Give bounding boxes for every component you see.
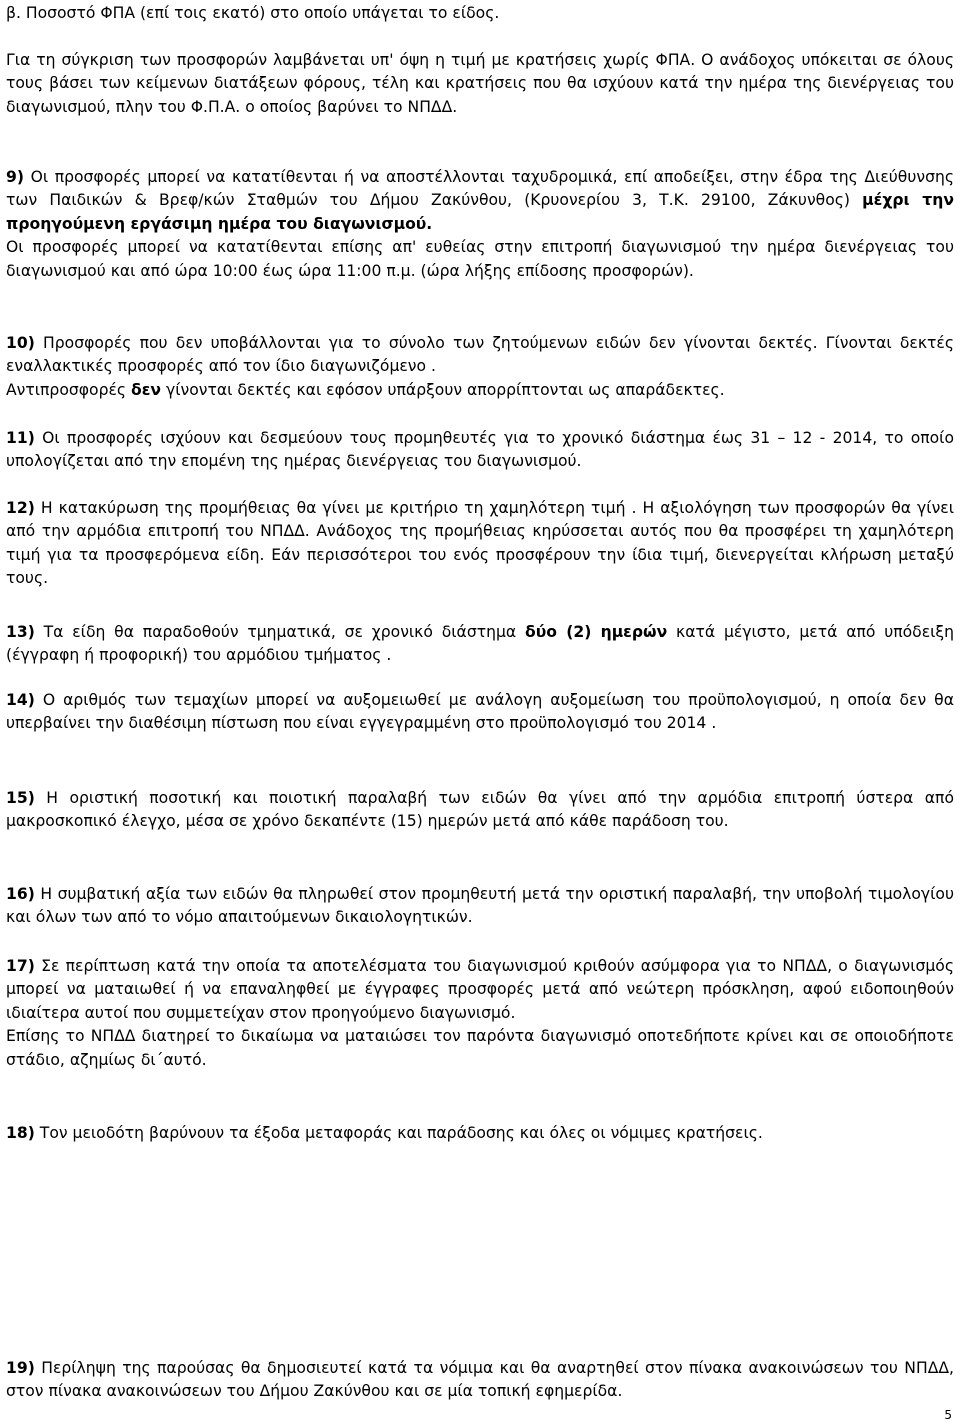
section-9-text-2: Οι προσφορές μπορεί να κατατίθενται επίσης απ' ευθείας στην επιτροπή διαγωνισμού την ημέρα διενέργειας του διαγωνισμού και από ώρα 10:00 έως ώρα 11:00 π.μ. (ώρα λήξης επίδοσης προσφορών).	[6, 238, 954, 280]
section-10	[6, 332, 954, 402]
section-9-text: Οι προσφορές μπορεί να κατατίθενται ή να αποστέλλονται ταχυδρομικά, επί αποδείξει, στην έδρα της Διεύθυνσης των Παιδικών & Βρεφ/κών Σταθμών του Δήμου Ζακύνθου, (Κρυονερίου 3, Τ.Κ. 29100, Ζάκυνθος)	[6, 168, 954, 210]
section-18-text: Τον μειοδότη βαρύνουν τα έξοδα μεταφοράς και παράδοσης και όλες οι νόμιμες κρατήσεις.	[39, 1124, 763, 1142]
section-10-number: 10)	[6, 334, 35, 352]
section-11	[6, 427, 954, 474]
section-13	[6, 621, 954, 668]
section-17	[6, 955, 954, 1072]
section-18-number: 18)	[6, 1124, 35, 1142]
paragraph-vat-comparison: Για τη σύγκριση των προσφορών λαμβάνεται υπ' όψη η τιμή με κρατήσεις χωρίς ΦΠΑ. Ο ανάδοχος υπόκειται σε όλους τους βάσει των κείμενων διατάξεων φόρους, τέλη και κρατήσεις που θα ισχύουν κατά την ημέρα της διενέργειας του διαγωνισμού, πλην του Φ.Π.Α. ο οποίος βαρύνει το ΝΠΔΔ.	[6, 51, 954, 116]
section-9-number: 9)	[6, 168, 24, 186]
page-number: 5	[944, 1408, 952, 1422]
section-10-bold: δεν	[131, 380, 162, 399]
section-14-text: Ο αριθμός των τεμαχίων μπορεί να αυξομειωθεί με ανάλογη αυξομείωση του προϋπολογισμού, η οποία δεν θα υπερβαίνει την διαθέσιμη πίστωση που είναι εγγεγραμμένη στο προϋπολογισμό του 2014 .	[6, 691, 954, 733]
section-13-text-2: κατά μέγιστο, μετά από υπόδειξη (έγγραφη ή προφορική) του αρμόδιου τμήματος .	[6, 623, 954, 665]
section-10-text-2b: γίνονται δεκτές και εφόσον υπάρξουν απορρίπτονται ως απαράδεκτες.	[166, 380, 725, 399]
section-17-text: Σε περίπτωση κατά την οποία τα αποτελέσματα του διαγωνισμού κριθούν ασύμφορα για το ΝΠΔΔ, ο διαγωνισμός μπορεί να ματαιωθεί ή να επαναληφθεί με έγγραφες προσφορές μετά από νεώτερη πρόσκληση, αφού ειδοποιηθούν ιδιαίτερα αυτοί που συμμετείχαν στον προηγούμενο διαγωνισμό.	[6, 957, 954, 1022]
section-10-text-2a: Αντιπροσφορές	[6, 380, 127, 399]
section-12-number: 12)	[6, 499, 35, 517]
section-12-text: Η κατακύρωση της προμήθειας θα γίνει με κριτήριο τη χαμηλότερη τιμή . Η αξιολόγηση των προσφορών θα γίνει από την αρμόδια επιτροπή του ΝΠΔΔ. Ανάδοχος της προμήθειας κηρύσσεται αυτός που θα προσφέρει τη χαμηλότερη τιμή για τα προσφερόμενα είδη. Εάν περισσότεροι του ενός προσφέρουν την ίδια τιμή, διενεργείται κλήρωση μεταξύ τους.	[6, 499, 954, 588]
section-15	[6, 787, 954, 834]
section-9-deadline: μέχρι την προηγούμενη εργάσιμη ημέρα του διαγωνισμού.	[6, 191, 954, 233]
section-12	[6, 497, 954, 591]
section-10-text: Προσφορές που δεν υποβάλλονται για το σύνολο των ζητούμενων ειδών δεν γίνονται δεκτές. Γίνονται δεκτές εναλλακτικές προσφορές από τον ίδιο διαγωνιζόμενο .	[6, 334, 954, 376]
section-14-number: 14)	[6, 691, 35, 709]
section-19-number: 19)	[6, 1359, 35, 1377]
section-15-text: Η οριστική ποσοτική και ποιοτική παραλαβή των ειδών θα γίνει από την αρμόδια επιτροπή ύστερα από μακροσκοπικό έλεγχο, μέσα σε χρόνο δεκαπέντε (15) ημερών μετά από κάθε παράδοση του.	[6, 789, 954, 831]
section-11-text: Οι προσφορές ισχύουν και δεσμεύουν τους προμηθευτές για το χρονικό διάστημα έως 31 – 12 - 2014, το οποίο υπολογίζεται από την επομένη της ημέρας διενέργειας του διαγωνισμού.	[6, 429, 954, 471]
section-19-text: Περίληψη της παρούσας θα δημοσιευτεί κατά τα νόμιμα και θα αναρτηθεί στον πίνακα ανακοινώσεων του ΝΠΔΔ, στον πίνακα ανακοινώσεων του Δήμου Ζακύνθου και σε μία τοπική εφημερίδα.	[6, 1359, 954, 1401]
section-18	[6, 1122, 954, 1145]
section-17-text-2: Επίσης το ΝΠΔΔ διατηρεί το δικαίωμα να ματαιώσει τον παρόντα διαγωνισμό οποτεδήποτε κρίνει και σε οποιοδήποτε στάδιο, αζημίως δι΄αυτό.	[6, 1027, 954, 1069]
section-15-number: 15)	[6, 789, 35, 807]
section-16-text: Η συμβατική αξία των ειδών θα πληρωθεί στον προμηθευτή μετά την οριστική παραλαβή, την υποβολή τιμολογίου και όλων των από το νόμο απαιτούμενων δικαιολογητικών.	[6, 885, 954, 927]
section-13-bold: δύο (2) ημερών	[524, 623, 668, 641]
section-11-number: 11)	[6, 429, 35, 447]
section-17-number: 17)	[6, 957, 35, 975]
line-b-vat-percentage: β. Ποσοστό ΦΠΑ (επί τοις εκατό) στο οποίο υπάγεται το είδος.	[6, 4, 500, 22]
section-14	[6, 689, 954, 736]
section-13-number: 13)	[6, 623, 35, 641]
section-9	[6, 166, 954, 283]
section-19	[6, 1357, 954, 1404]
section-16-number: 16)	[6, 885, 35, 903]
section-13-text: Τα είδη θα παραδοθούν τμηματικά, σε χρονικό διάστημα	[43, 623, 517, 641]
section-16	[6, 883, 954, 930]
